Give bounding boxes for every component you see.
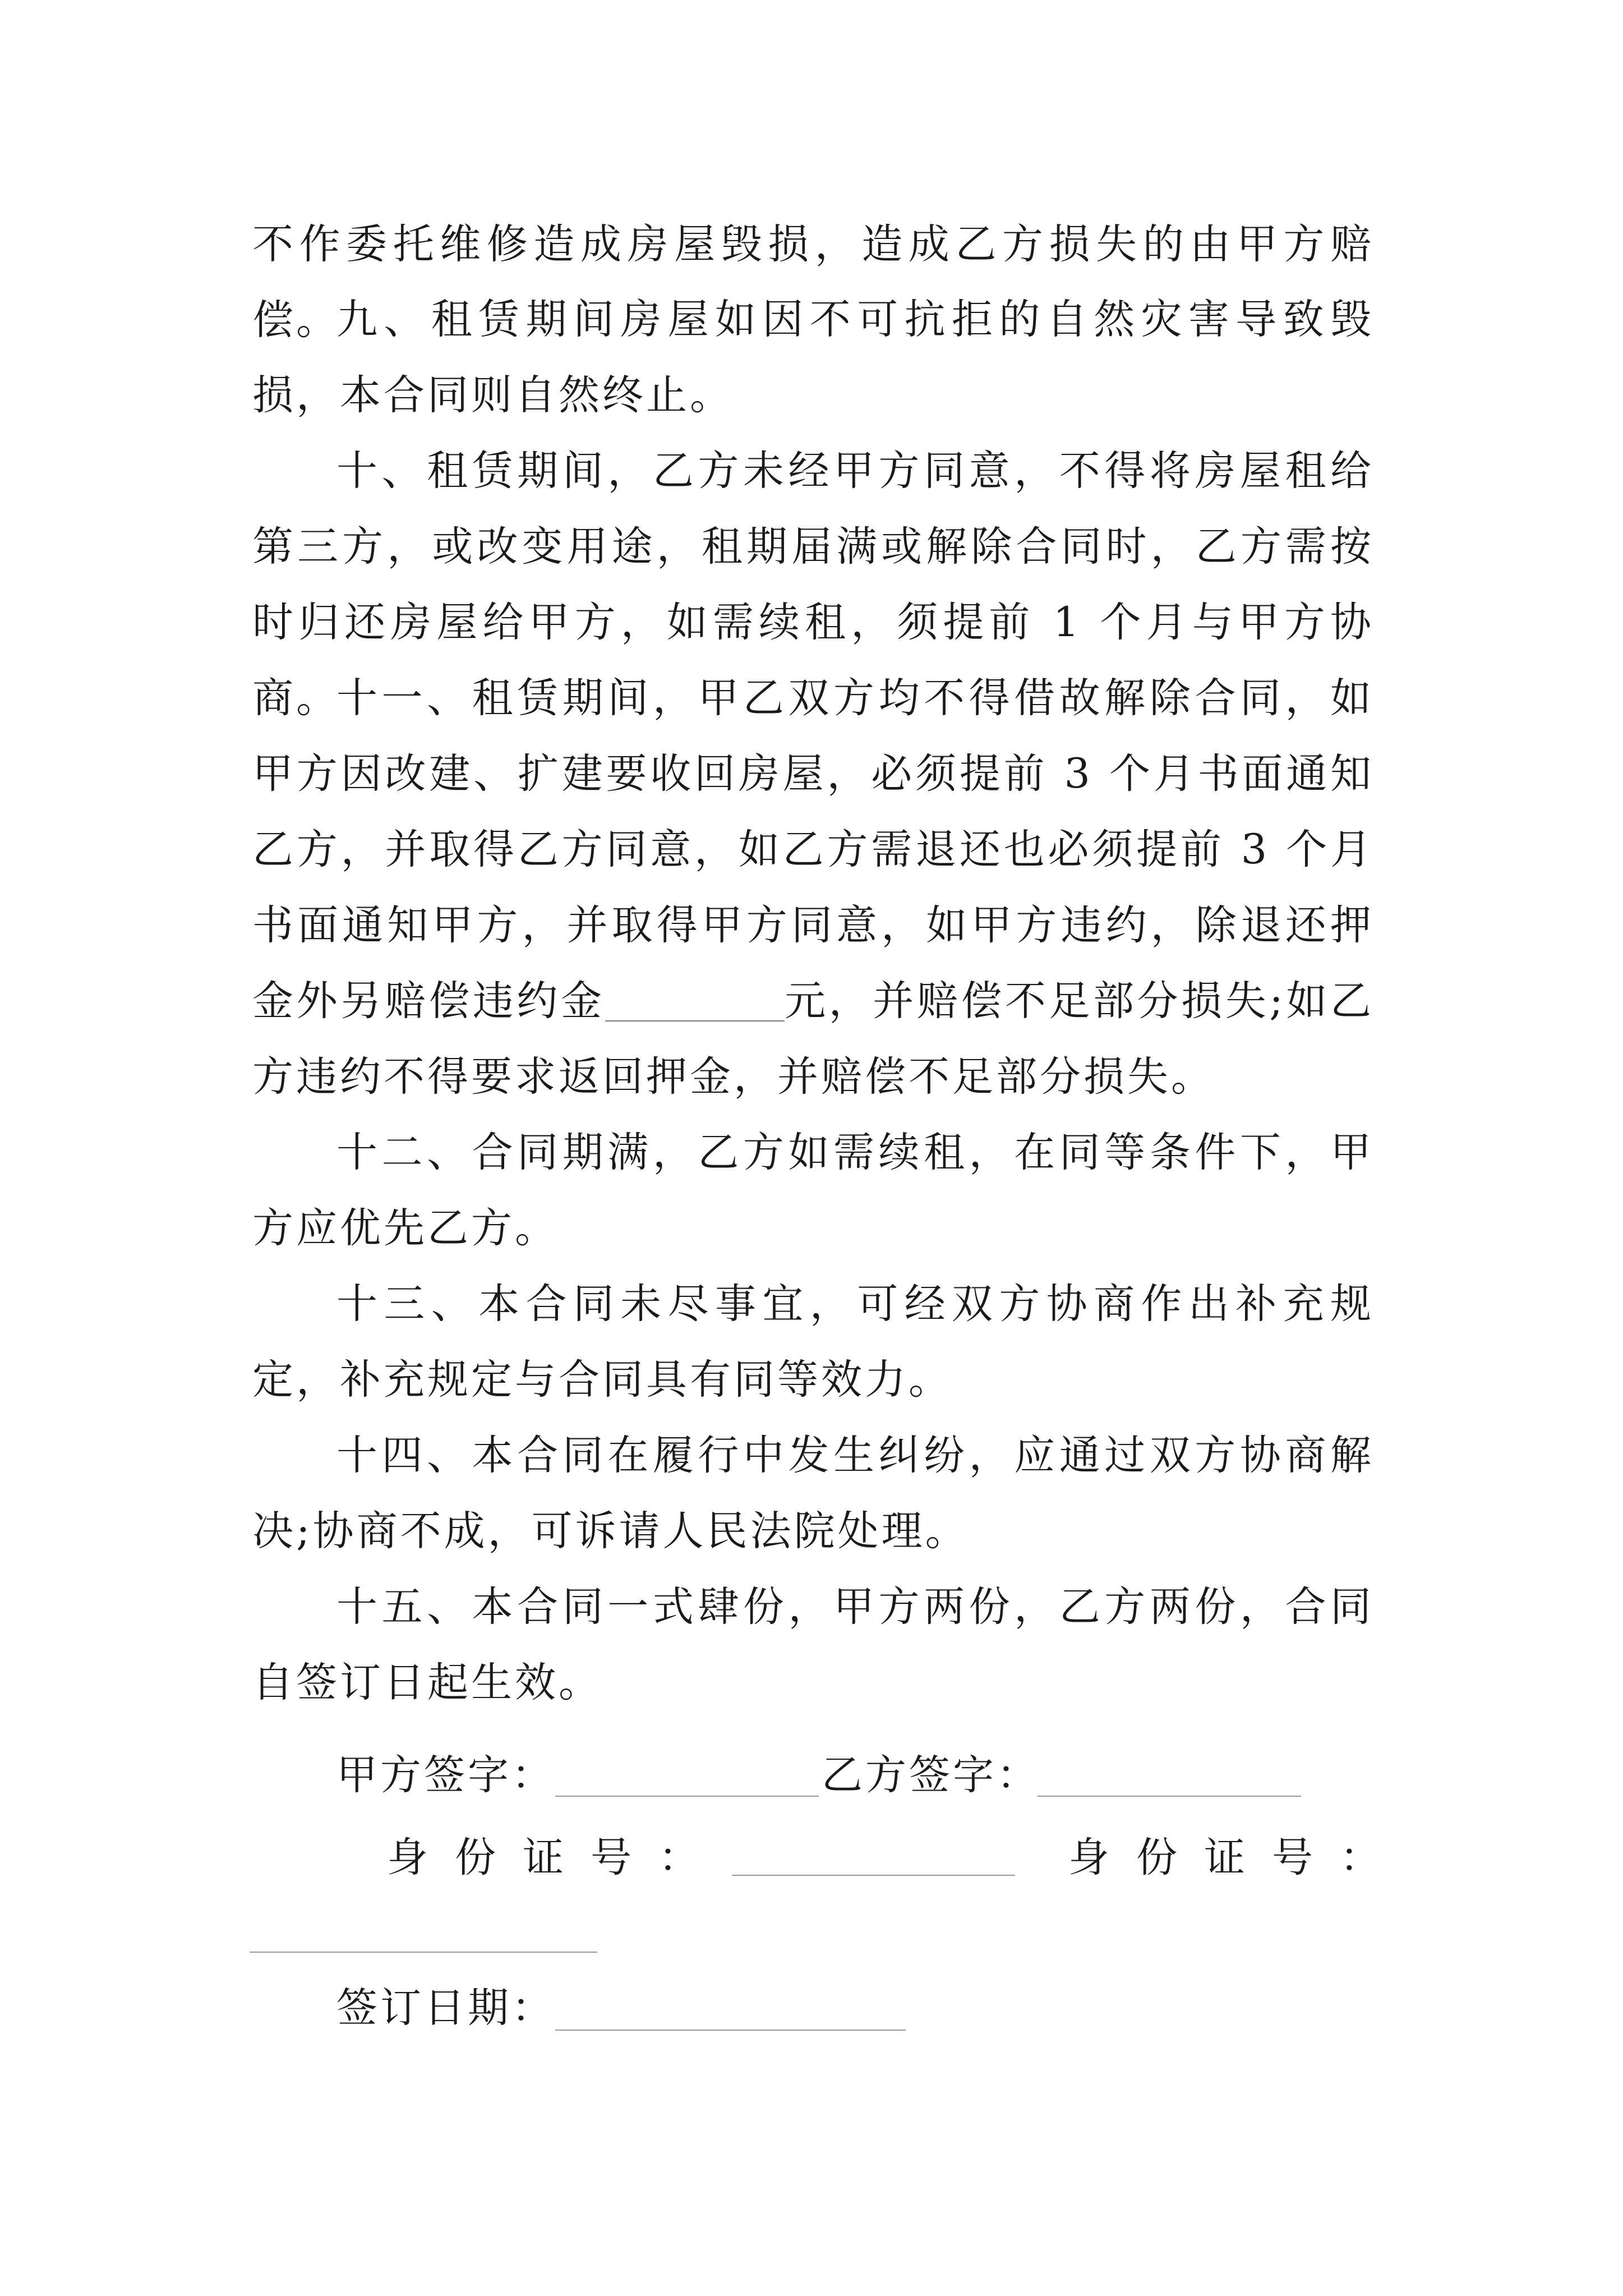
clause-15: 十五、本合同一式肆份，甲方两份，乙方两份，合同自签订日起生效。	[252, 1583, 1374, 1706]
clause-13: 十三、本合同未尽事宜，可经双方协商作出补充规定，补充规定与合同具有同等效力。	[252, 1280, 1374, 1404]
party-a-signature-line[interactable]	[555, 1796, 819, 1797]
id-number-b-label: 身份证号：	[1068, 1834, 1408, 1881]
clause-14: 十四、本合同在履行中发生纠纷，应通过双方协商解决;协商不成，可诉请人民法院处理。	[252, 1432, 1374, 1555]
sign-date-row	[336, 1980, 555, 2036]
id-number-a-line[interactable]	[732, 1875, 1015, 1876]
party-a-signature-row	[336, 1747, 555, 1803]
party-b-signature-label: 乙方签字：	[822, 1751, 1040, 1799]
clause-11	[252, 660, 1374, 1115]
clause-12: 十二、合同期满，乙方如需续租，在同等条件下，甲方应优先乙方。	[252, 1129, 1374, 1252]
continuation-paragraph: 不作委托维修造成房屋毁损，造成乙方损失的由甲方赔偿。	[252, 220, 1374, 344]
sign-date-line[interactable]	[555, 2030, 906, 2031]
penalty-amount-blank[interactable]	[605, 1020, 785, 1022]
clause-9: 九、租赁期间房屋如因不可抗拒的自然灾害导致毁损，本合同则自然终止。	[252, 296, 1374, 419]
party-b-signature-line[interactable]	[1038, 1796, 1301, 1797]
id-number-a-label: 身份证号：	[387, 1834, 726, 1881]
id-number-b-line[interactable]	[250, 1952, 597, 1953]
clause-10: 十、租赁期间，乙方未经甲方同意，不得将房屋租给第三方，或改变用途，租期届满或解除合同时，乙方需按时归还房屋给甲方，如需续租，须提前 1 个月与甲方协商。	[252, 447, 1374, 722]
clause-11-text-a: 十一、租赁期间，甲乙双方均不得借故解除合同，如甲方因改建、扩建要收回房屋，必须提前 3 个月书面通知乙方，并取得乙方同意，如乙方需退还也必须提前 3 个月书面通知甲方，并取得甲方同意，如甲方违约，除退还押金外另赔偿违约金	[252, 674, 1374, 1025]
party-b-signature-row	[822, 1747, 1040, 1803]
party-a-signature-label: 甲方签字：	[336, 1751, 555, 1799]
sign-date-label: 签订日期：	[336, 1984, 555, 2032]
clause-11-text-b: 元，并赔偿不足部分损失;如乙方违约不得要求返回押金，并赔偿不足部分损失。	[252, 977, 1374, 1101]
